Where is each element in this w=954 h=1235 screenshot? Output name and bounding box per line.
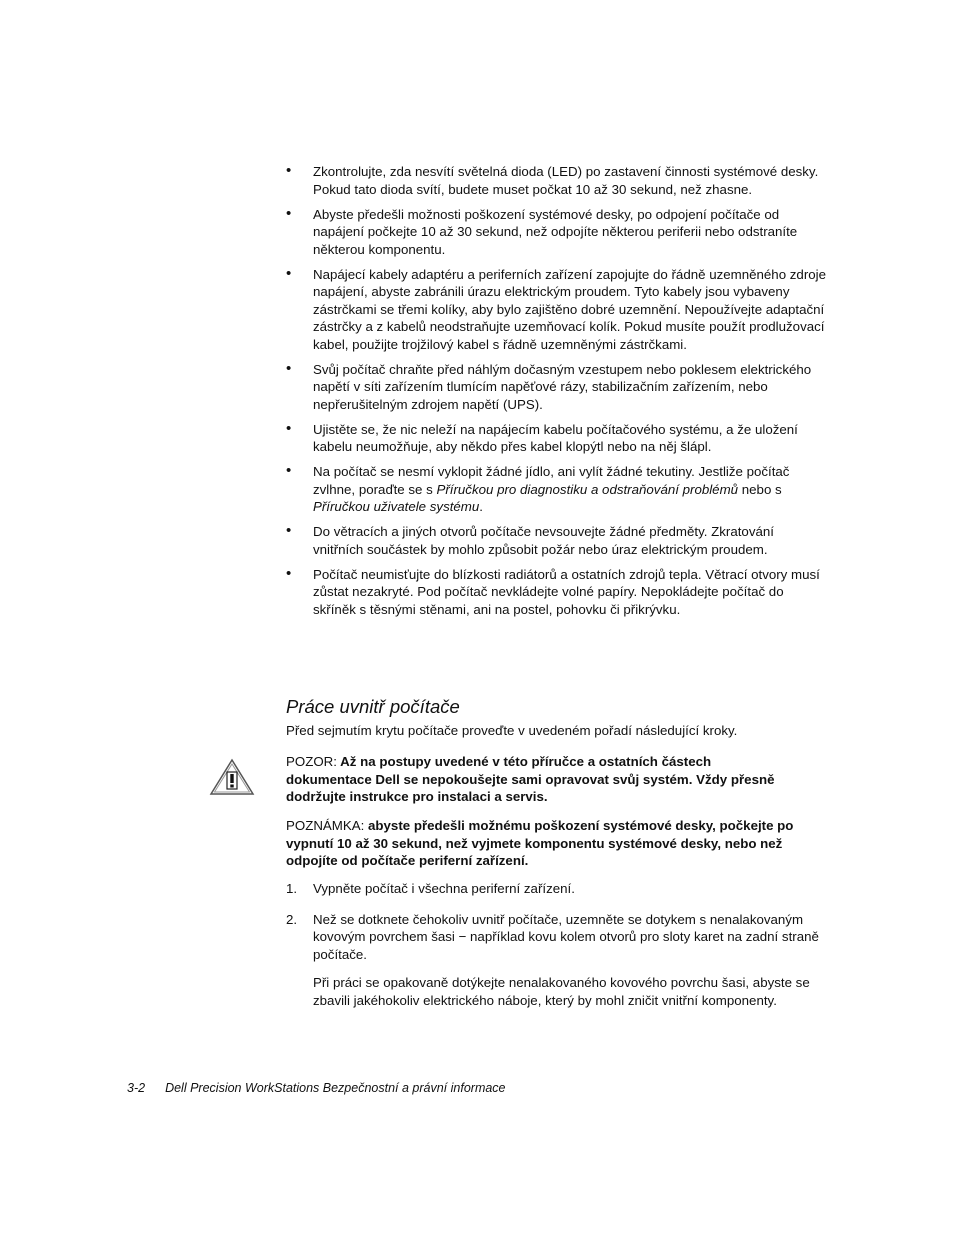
warning-triangle-icon — [209, 758, 255, 796]
bullet-icon: • — [286, 359, 292, 377]
bullet-item — [286, 463, 826, 516]
step-list — [286, 880, 826, 1022]
safety-bullet-list — [286, 163, 826, 626]
bullet-item — [286, 163, 826, 198]
note-label: POZNÁMKA: — [286, 818, 365, 833]
step-extra-text: Při práci se opakovaně dotýkejte nenalakovaného kovového povrchu šasi, abyste se zbavili jakéhokoliv elektrického náboje, který by mohl zničit vnitřní komponenty. — [313, 975, 810, 1008]
bullet-text: Svůj počítač chraňte před náhlým dočasným vzestupem nebo poklesem elektrického napětí v síti zařízením tlumícím napěťové rázy, stabilizačním zařízením, nebo nepřerušitelným zdrojem napětí (UPS). — [313, 361, 812, 412]
bullet-icon: • — [286, 462, 292, 479]
bullet-text: Ujistěte se, že nic neleží na napájecím kabelu počítačového systému, a že uložení kabelu neumožňuje, aby někdo přes kabel klopýtl nebo na něj šlápl. — [313, 421, 798, 454]
bullet-text: Napájecí kabely adaptéru a periferních zařízení zapojujte do řádně uzemněného zdroje napájení, abyste zabránili úrazu elektrickým proudem. Tyto kabely jsou vybaveny zástrčkami se třemi kolíky, aby bylo zajištěno dobré uzemnění. Nepoužívejte adaptační zástrčky a z kabelů neodstraňujte uzemňovací kolík. Pokud musíte použít prodlužovací kabel, použijte trojžilový kabel s řádně uzemněnými zástrčkami. — [313, 266, 826, 352]
bullet-text: Zkontrolujte, zda nesvítí světelná dioda (LED) po zastavení činnosti systémové desky. Pokud tato dioda svítí, budete muset počkat 10 až 30 sekund, než zhasne. — [313, 164, 819, 197]
manual-reference: Příručkou uživatele systému — [313, 499, 480, 514]
step-number: 2. — [286, 911, 298, 927]
bullet-item — [286, 523, 826, 558]
bullet-icon: • — [286, 204, 292, 222]
step-text: Než se dotknete čehokoliv uvnitř počítače, uzemněte se dotykem s nenalakovaným kovovým povrchem šasi − například kovu kolem otvorů pro sloty karet na zadní straně počítače. — [313, 911, 819, 962]
note-notice — [286, 817, 796, 870]
page-number: 3-2 — [127, 1081, 146, 1095]
caution-notice — [286, 753, 796, 806]
bullet-text: Počítač neumisťujte do blízkosti radiátorů a ostatních zdrojů tepla. Větrací otvory musí zůstat nezakryté. Pod počítač nevkládejte volné papíry. Nepokládejte počítač do skříněk s těsnými stěnami, ani na postel, pohovku či přikrývku. — [313, 566, 820, 617]
bullet-icon: • — [286, 564, 292, 582]
step-item — [286, 911, 826, 1010]
section-intro: Před sejmutím krytu počítače proveďte v uvedeném pořadí následující kroky. — [286, 723, 738, 738]
bullet-item — [286, 421, 826, 456]
step-item — [286, 880, 826, 898]
bullet-text: Do větracích a jiných otvorů počítače nevsouvejte žádné předměty. Zkratování vnitřních součástek by mohlo způsobit požár nebo úraz elektrickým proudem. — [313, 524, 774, 557]
document-title: Dell Precision WorkStations Bezpečnostní a právní informace — [165, 1081, 506, 1095]
bullet-text: Na počítač se nesmí vyklopit žádné jídlo, ani vylít žádné tekutiny. Jestliže počítač zvlhne, poraďte se s Příručkou pro diagnostiku a odstraňování problémů nebo s Příručkou uživatele systému. — [313, 464, 790, 514]
section-heading: Práce uvnitř počítače — [286, 696, 460, 717]
caution-label: POZOR: — [286, 754, 337, 769]
bullet-item — [286, 206, 826, 259]
bullet-icon: • — [286, 419, 292, 437]
bullet-item — [286, 266, 826, 354]
bullet-icon: • — [286, 162, 292, 179]
step-number: 1. — [286, 881, 298, 896]
page-footer — [127, 1080, 506, 1098]
bullet-item — [286, 566, 826, 619]
note-text: abyste předešli možnému poškození systémové desky, počkejte po vypnutí 10 až 30 sekund, než vyjmete komponentu systémové desky, nebo než odpojíte od počítače periferní zařízení. — [286, 818, 794, 868]
bullet-icon: • — [286, 522, 292, 539]
manual-reference: Příručkou pro diagnostiku a odstraňování problémů — [436, 481, 739, 497]
step-text: Vypněte počítač i všechna periferní zařízení. — [313, 881, 575, 896]
caution-text: Až na postupy uvedené v této příručce a ostatních částech dokumentace Dell se nepokoušejte sami opravovat svůj systém. Vždy přesně dodržujte instrukce pro instalaci a servis. — [286, 754, 775, 804]
bullet-icon: • — [286, 264, 292, 282]
bullet-item — [286, 361, 826, 414]
bullet-text: Abyste předešli možnosti poškození systémové desky, po odpojení počítače od napájení počkejte 10 až 30 sekund, než odpojíte některou periferii nebo odstraníte některou komponentu. — [313, 206, 798, 257]
